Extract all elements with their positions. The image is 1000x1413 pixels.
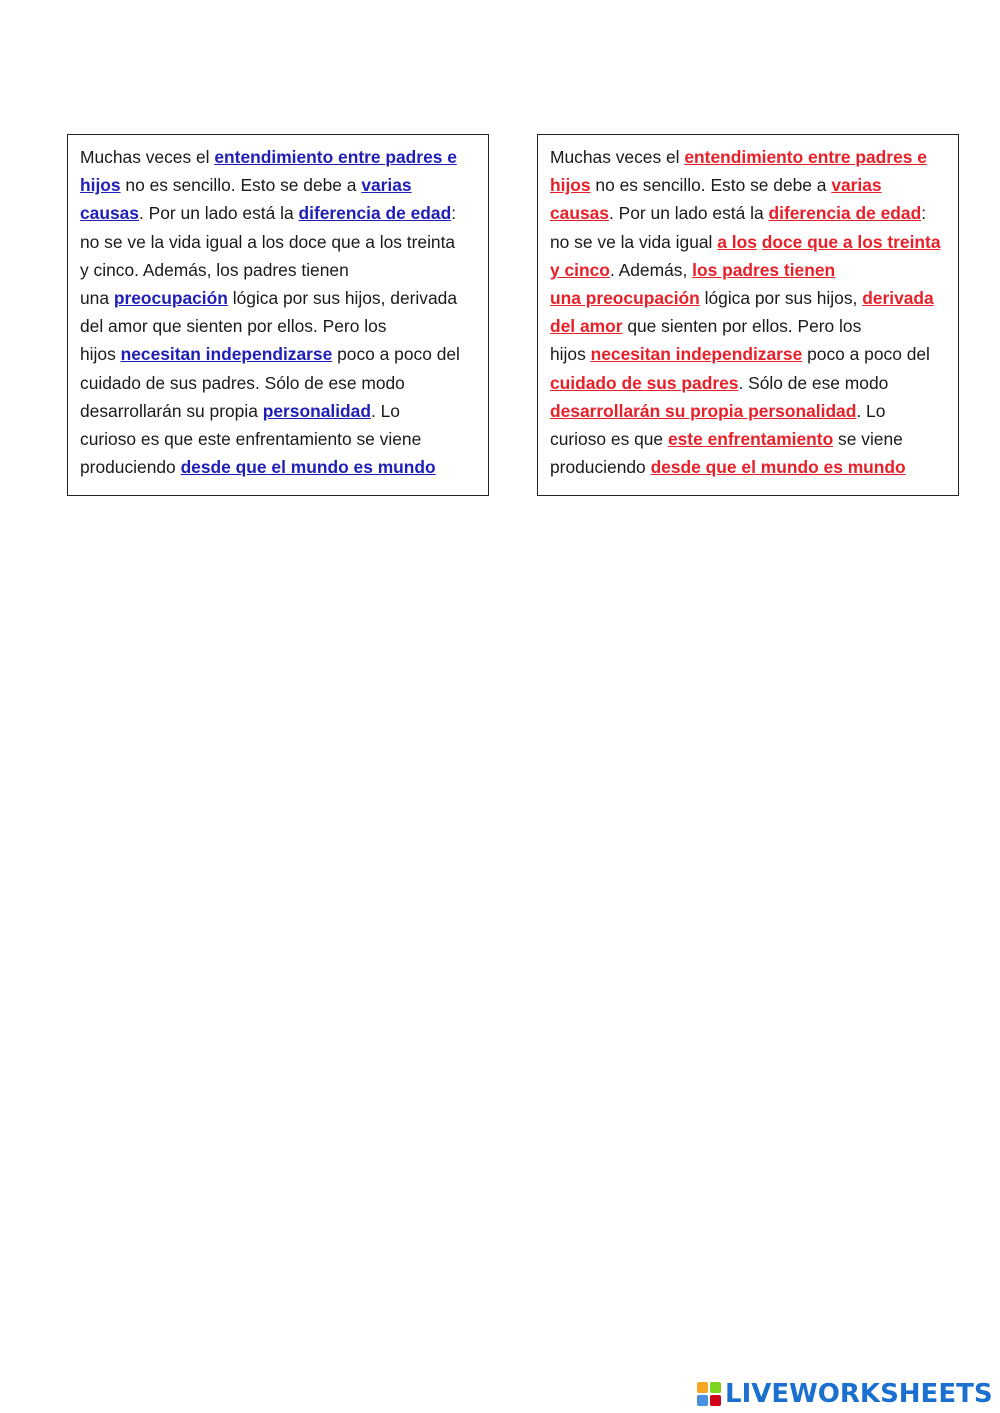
text-segment: produciendo xyxy=(550,457,651,478)
highlighted-phrase: entendimiento entre padres e xyxy=(684,147,927,167)
text-segment: . Por un lado está la xyxy=(608,203,769,224)
text-segment: una xyxy=(80,287,114,308)
text-segment: poco a poco del xyxy=(802,344,930,365)
brand-logo[interactable] xyxy=(697,1377,993,1411)
highlighted-phrase: entendimiento entre padres e xyxy=(214,147,457,167)
text-line xyxy=(550,171,946,199)
text-line xyxy=(80,397,476,425)
text-segment: que sienten por ellos. Pero los xyxy=(622,316,862,337)
text-segment: desarrollarán su propia xyxy=(80,400,263,421)
liveworksheets-logo-icon xyxy=(697,1382,721,1406)
text-segment: del amor que sienten por ellos. Pero los xyxy=(80,316,387,337)
highlighted-phrase: desarrollarán su propia personalidad xyxy=(550,400,857,421)
highlighted-phrase: hijos xyxy=(80,175,121,196)
text-segment: . Por un lado está la xyxy=(138,203,299,224)
highlighted-phrase: desde que el mundo es mundo xyxy=(650,457,906,478)
highlighted-phrase: varias xyxy=(361,175,412,196)
highlighted-phrase: necesitan independizarse xyxy=(120,344,333,365)
text-line xyxy=(80,143,476,171)
text-segment: cuidado de sus padres. Sólo de ese modo xyxy=(80,372,405,393)
left-answer-box xyxy=(67,134,489,496)
highlighted-phrase: derivada xyxy=(862,287,934,308)
text-line xyxy=(550,228,946,256)
text-line xyxy=(550,425,946,453)
text-line xyxy=(550,312,946,340)
text-line xyxy=(80,340,476,368)
highlighted-phrase: diferencia de edad xyxy=(768,203,922,224)
text-segment: : xyxy=(921,203,927,224)
text-segment: no es sencillo. Esto se debe a xyxy=(590,175,832,196)
text-segment: lógica por sus hijos, derivada xyxy=(227,287,457,308)
text-segment: se viene xyxy=(833,428,903,449)
text-segment: no se ve la vida igual a los doce que a los treinta xyxy=(80,231,456,252)
highlighted-phrase: diferencia de edad xyxy=(298,203,452,224)
highlighted-phrase: a los xyxy=(717,231,757,252)
text-segment: no es sencillo. Esto se debe a xyxy=(120,175,362,196)
text-line xyxy=(80,228,476,256)
highlighted-phrase: varias xyxy=(831,175,882,196)
text-segment: Muchas veces el xyxy=(80,147,215,167)
text-segment: produciendo xyxy=(80,457,181,478)
highlighted-phrase: personalidad xyxy=(262,400,371,421)
text-segment: curioso es que xyxy=(550,428,668,449)
highlighted-phrase: cuidado de sus padres xyxy=(550,372,739,393)
text-line xyxy=(550,143,946,171)
highlighted-phrase: hijos xyxy=(550,175,591,196)
text-line xyxy=(550,397,946,425)
highlighted-phrase: este enfrentamiento xyxy=(667,428,834,449)
text-segment: y cinco. Además, los padres tienen xyxy=(80,259,349,280)
text-segment: . Sólo de ese modo xyxy=(738,372,889,393)
text-line xyxy=(80,369,476,397)
highlighted-phrase: doce que a los treinta xyxy=(761,231,941,252)
text-segment: . Además, xyxy=(609,259,693,280)
highlighted-phrase: necesitan independizarse xyxy=(590,344,803,365)
text-line xyxy=(80,171,476,199)
highlighted-phrase: causas xyxy=(80,203,139,224)
right-answer-box xyxy=(537,134,959,496)
text-line xyxy=(550,340,946,368)
highlighted-phrase: causas xyxy=(550,203,609,224)
text-segment: : xyxy=(451,203,457,224)
highlighted-phrase: una preocupación xyxy=(550,287,700,308)
text-segment: lógica por sus hijos, xyxy=(699,287,863,308)
text-line xyxy=(550,284,946,312)
text-segment: curioso es que este enfrentamiento se viene xyxy=(80,428,422,449)
text-line xyxy=(80,199,476,227)
text-segment: hijos xyxy=(80,344,121,365)
text-segment: hijos xyxy=(550,344,591,365)
highlighted-phrase: preocupación xyxy=(113,287,228,308)
text-segment: . Lo xyxy=(856,400,886,421)
text-segment: no se ve la vida igual xyxy=(550,231,718,252)
text-line xyxy=(80,284,476,312)
highlighted-phrase: los padres tienen xyxy=(692,259,836,280)
highlighted-phrase: y cinco xyxy=(550,259,610,280)
text-line xyxy=(550,256,946,284)
text-segment: Muchas veces el xyxy=(550,147,685,167)
highlighted-phrase: desde que el mundo es mundo xyxy=(180,457,436,478)
text-line xyxy=(80,425,476,453)
text-line xyxy=(550,453,946,481)
text-line xyxy=(80,256,476,284)
brand-name: LIVEWORKSHEETS xyxy=(725,1379,993,1409)
text-line xyxy=(80,312,476,340)
text-segment: . Lo xyxy=(370,400,400,421)
text-segment: poco a poco del xyxy=(332,344,460,365)
text-line xyxy=(550,199,946,227)
text-line xyxy=(80,453,476,481)
text-line xyxy=(550,369,946,397)
highlighted-phrase: del amor xyxy=(550,316,623,337)
